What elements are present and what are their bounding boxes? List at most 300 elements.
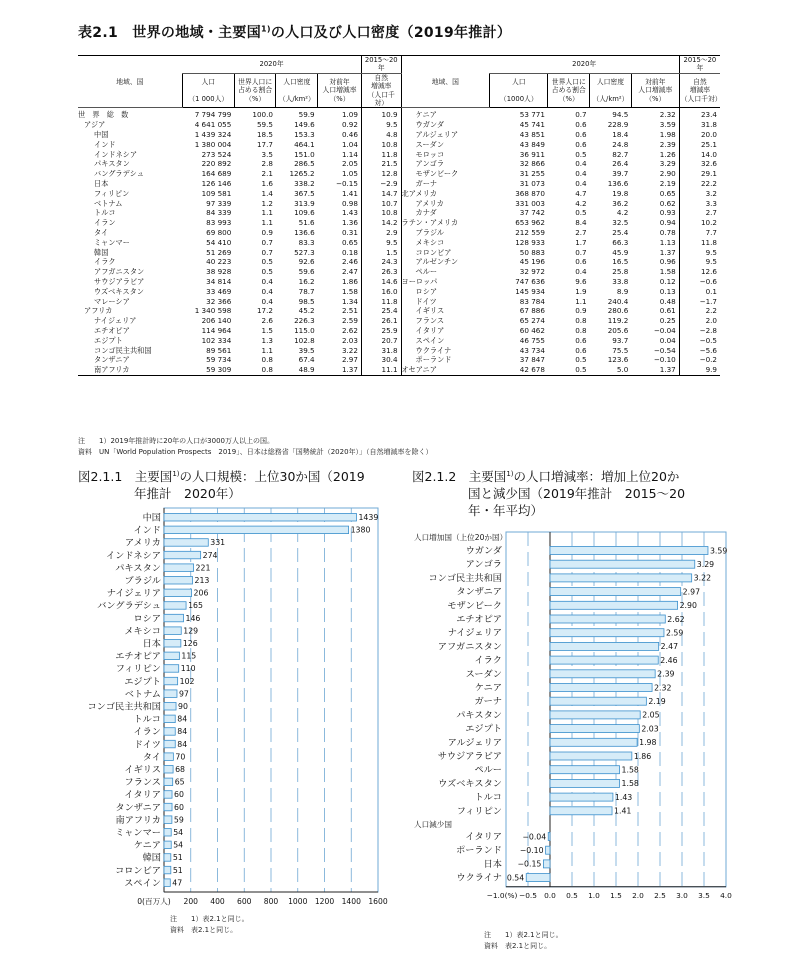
table-cell: 46 755 <box>519 335 545 345</box>
table-cell: 464.1 <box>294 139 315 149</box>
table-cell: 2.7 <box>679 208 720 218</box>
category-label: タイ <box>142 751 161 763</box>
x-tick-label: 0(百万人) <box>137 897 171 906</box>
data-label: 84 <box>177 739 188 749</box>
bar <box>164 879 170 887</box>
table-cell: 2.03 <box>341 335 358 345</box>
x-tick-label: 1400 <box>341 897 361 906</box>
table-cell: 1.36 <box>341 218 358 228</box>
category-label: インド <box>133 525 161 537</box>
table-row <box>78 159 720 169</box>
table-cell-name: エチオピア <box>94 325 130 335</box>
table-row <box>78 208 720 218</box>
category-label: トルコ <box>133 714 161 726</box>
category-label: エチオピア <box>115 651 161 663</box>
category-label: ウズベキスタン <box>438 778 502 790</box>
table-cell: 0.7 <box>575 110 587 120</box>
table-cell: 273 524 <box>201 149 232 159</box>
category-label: イラン <box>133 726 161 738</box>
table-cell: 0.6 <box>575 345 587 355</box>
table-cell: 24.3 <box>361 257 401 267</box>
table-cell: 32.6 <box>679 159 720 169</box>
table-cell: 0.8 <box>261 355 273 365</box>
table-cell: 123.6 <box>607 355 629 365</box>
table-cell: 1.37 <box>631 365 679 375</box>
table-cell: 36.2 <box>612 198 629 208</box>
table-cell: 151.0 <box>294 149 315 159</box>
table-cell: 1.9 <box>575 286 587 296</box>
table-cell-name: アフリカ <box>84 306 113 316</box>
table-cell: 0.9 <box>575 306 587 316</box>
table-cell: 2.90 <box>659 169 676 179</box>
bar <box>164 627 181 635</box>
table-cell: 26.4 <box>612 159 629 169</box>
table-cell: 97 339 <box>206 198 232 208</box>
table-cell-name: エジプト <box>94 335 123 345</box>
table-cell: 9.9 <box>679 365 720 375</box>
bar <box>164 652 179 660</box>
table-source: 資料 UN「World Population Prospects 2019」、日本は総務省「国勢統計（2020年）」（自然増減率を除く） <box>78 448 433 456</box>
data-label: 331 <box>210 538 226 548</box>
table-cell: 653 962 <box>515 218 545 228</box>
bar <box>550 711 640 719</box>
bar <box>164 728 175 736</box>
bar <box>550 793 613 801</box>
table-cell: 1.5 <box>361 248 401 258</box>
table-cell-name: タイ <box>94 228 109 237</box>
category-label: バングラデシュ <box>97 600 161 612</box>
table-cell: 1.43 <box>341 208 358 218</box>
table-cell: 43 734 <box>519 345 545 355</box>
table-cell: 59 734 <box>206 355 232 365</box>
data-label: 2.47 <box>660 642 679 652</box>
data-label: 213 <box>194 576 210 585</box>
table-cell: 2.7 <box>575 228 587 237</box>
population-table-body <box>78 108 720 376</box>
table-cell: −0.54 <box>653 345 676 355</box>
table-cell: 8.9 <box>616 286 629 296</box>
table-cell: 0.6 <box>575 130 587 140</box>
header-year-2020-left: 2020年 <box>182 56 361 74</box>
table-cell: 1.13 <box>659 237 676 247</box>
table-cell: 59.5 <box>256 120 273 130</box>
bar <box>164 778 173 786</box>
data-label: 146 <box>185 613 201 623</box>
table-cell-name: イギリス <box>401 306 490 316</box>
bar <box>164 841 171 849</box>
table-cell: −0.04 <box>653 325 676 335</box>
table-cell: 92.6 <box>298 257 315 267</box>
category-label: ミャンマー <box>115 827 161 839</box>
table-cell: 0.4 <box>575 267 587 277</box>
category-label: サウジアラビア <box>437 751 502 762</box>
table-cell: 0.13 <box>659 286 676 296</box>
x-tick-label: 1600 <box>368 897 388 906</box>
table-cell: 4.2 <box>575 198 587 208</box>
table-cell: 1.6 <box>261 179 273 189</box>
table-cell: 20.7 <box>361 336 401 346</box>
fig212-note: 注 1）表2.1と同じ。 <box>484 931 563 939</box>
table-row <box>78 287 720 297</box>
table-cell: 145 934 <box>515 286 545 296</box>
table-cell: 17.2 <box>256 306 273 316</box>
table-cell: 0.48 <box>659 296 676 306</box>
table-cell-name: ブラジル <box>401 228 490 238</box>
data-label: 51 <box>172 853 183 863</box>
table-cell: 31 073 <box>519 179 545 189</box>
x-tick-label: 1200 <box>314 897 335 906</box>
data-label: 2.19 <box>648 697 666 706</box>
category-label: 日本 <box>483 858 502 870</box>
table-cell-name: アフガニスタン <box>94 267 145 277</box>
category-label: ウガンダ <box>465 545 502 557</box>
bar <box>543 860 550 868</box>
table-cell: 39.7 <box>612 169 629 179</box>
table-cell: 48.9 <box>276 365 318 375</box>
table-cell: 0.98 <box>341 198 358 208</box>
x-tick-label: 800 <box>263 897 279 906</box>
table-cell: 0.5 <box>575 149 587 159</box>
table-cell: 4.2 <box>616 208 629 218</box>
category-label: タンザニア <box>115 802 161 814</box>
table-cell: 2.59 <box>341 316 358 326</box>
table-cell: 4 641 055 <box>194 120 232 130</box>
bar <box>164 539 208 547</box>
table-cell-name: バングラデシュ <box>94 169 144 179</box>
bar <box>550 656 658 664</box>
table-cell: 2.19 <box>659 179 676 189</box>
category-label: アフガニスタン <box>437 641 502 653</box>
table-cell: 3.2 <box>679 189 720 199</box>
table-cell: 89 561 <box>206 345 232 355</box>
table-cell-name: 中国 <box>94 130 109 140</box>
bar <box>164 866 171 874</box>
bar <box>164 614 184 622</box>
table-cell: 2.47 <box>341 267 358 277</box>
data-label: 2.90 <box>679 601 697 611</box>
table-cell: 31 255 <box>519 169 545 179</box>
table-cell: 1 340 598 <box>194 306 232 316</box>
table-cell: 43 849 <box>519 139 545 149</box>
header-growth-left: 対前年 人口増減率 （%） <box>318 73 362 108</box>
data-label: 3.22 <box>693 573 712 583</box>
x-tick-label: 2.0 <box>632 890 644 900</box>
bar <box>526 874 550 882</box>
table-cell: 5.0 <box>590 365 632 375</box>
table-cell: 9.5 <box>679 248 720 258</box>
category-label: パキスタン <box>115 562 161 574</box>
header-natural-left: 自然 増減率 （人口千対） <box>361 73 401 108</box>
category-label: 日本 <box>142 638 161 650</box>
data-label: 1439 <box>358 513 379 522</box>
table-cell: 11.8 <box>679 238 720 248</box>
table-cell: 30.4 <box>361 355 401 365</box>
fig211-title: 図2.1.1 主要国$^{1)}$の人口規模：上位30か国（2019 年推計 2020年） <box>78 469 365 502</box>
table-cell-name: アルゼンチン <box>401 257 490 267</box>
table-cell: 26.3 <box>361 267 401 277</box>
table-row <box>78 130 720 140</box>
fig211-notes <box>170 914 249 936</box>
table-cell: 0.12 <box>659 276 676 286</box>
table-cell: 16.2 <box>298 276 315 286</box>
bar <box>546 846 550 854</box>
table-cell: 1.37 <box>318 365 362 375</box>
table-cell: 45 196 <box>519 257 545 267</box>
data-label: 47 <box>172 878 183 888</box>
growth-chart <box>412 524 742 928</box>
table-cell: 0.4 <box>261 296 273 306</box>
table-cell: 82.7 <box>612 149 629 159</box>
table-cell: 1.1 <box>261 218 273 228</box>
data-label: 3.59 <box>709 546 728 556</box>
table-cell: 67 886 <box>519 306 545 316</box>
table-cell: 119.2 <box>607 316 629 326</box>
table-cell-name: ウズベキスタン <box>94 286 144 296</box>
table-cell: 0.6 <box>575 257 587 267</box>
table-cell: 0.04 <box>659 335 676 345</box>
data-label: 1380 <box>350 525 371 535</box>
table-cell: 228.9 <box>607 120 629 130</box>
table-cell: 0.7 <box>261 247 273 257</box>
table-cell: 0.5 <box>575 208 587 218</box>
table-cell: 14.0 <box>679 150 720 160</box>
data-label: 2.05 <box>642 710 660 720</box>
table-cell: 53 771 <box>519 110 545 120</box>
table-cell: 1.05 <box>341 169 358 179</box>
category-label: スーダン <box>465 668 502 680</box>
data-label: 60 <box>174 802 184 812</box>
table-cell: 149.6 <box>294 120 315 130</box>
table-row <box>78 218 720 228</box>
data-label: 2.97 <box>682 587 701 597</box>
table-cell: 1265.2 <box>289 169 315 179</box>
table-cell: 280.6 <box>607 306 629 316</box>
table-cell: −0.6 <box>679 277 720 287</box>
table-cell: 1.1 <box>261 208 273 218</box>
bar <box>164 690 177 698</box>
table-cell: 31.8 <box>679 120 720 130</box>
table-cell-name: ペルー <box>401 267 490 277</box>
table-cell: 9.5 <box>679 257 720 267</box>
table-cell-name: イタリア <box>401 326 490 336</box>
table-cell: 10.8 <box>361 208 401 218</box>
table-cell: 14.6 <box>361 277 401 287</box>
table-cell: 24.8 <box>612 139 629 149</box>
bar <box>164 602 186 610</box>
table-cell: 0.6 <box>575 139 587 149</box>
table-cell-name: ドイツ <box>401 297 490 307</box>
bar <box>164 577 192 585</box>
data-label: 110 <box>180 664 196 674</box>
category-label: ポーランド <box>456 845 502 857</box>
bar <box>164 665 179 673</box>
table-row <box>78 267 720 277</box>
bar <box>164 514 356 522</box>
table-cell-name: オセアニア <box>401 365 490 375</box>
data-label: 1.41 <box>614 806 632 816</box>
table-cell: 0.92 <box>341 120 358 130</box>
fig212-notes <box>484 930 563 952</box>
population-chart <box>78 506 398 914</box>
table-cell: 114 964 <box>201 325 232 335</box>
table-cell: 0.94 <box>659 218 676 228</box>
bar <box>550 738 637 746</box>
table-cell-name: モロッコ <box>401 150 490 160</box>
category-label: ペルー <box>474 764 502 776</box>
table-cell-name: トルコ <box>94 208 116 218</box>
table-note: 注 1）2019年推計時に20年の人口が3000万人以上の国。 <box>78 437 274 445</box>
category-label: インドネシア <box>105 550 161 562</box>
table-cell: 0.5 <box>548 365 590 375</box>
table-cell: 10.2 <box>679 218 720 228</box>
table-cell: 21.5 <box>361 159 401 169</box>
table-cell-name: メキシコ <box>401 238 490 248</box>
category-label: ウクライナ <box>456 872 502 884</box>
table-cell: 102.8 <box>294 335 315 345</box>
data-label: −0.04 <box>522 832 547 842</box>
header-pop-right: 人口 （1000人） <box>490 73 548 108</box>
bar <box>164 816 172 824</box>
table-cell: 23.4 <box>679 108 720 120</box>
table-cell: 0.4 <box>261 286 273 296</box>
category-label: イギリス <box>124 764 161 776</box>
category-label: イラク <box>474 655 502 667</box>
table-cell: 11.8 <box>361 150 401 160</box>
data-label: 2.03 <box>641 724 659 734</box>
table-row <box>78 169 720 179</box>
table-cell-name: モザンビーク <box>401 169 490 179</box>
table-cell-name: ポーランド <box>401 355 490 365</box>
table-cell-name: スペイン <box>401 336 490 346</box>
table-cell-name: パキスタン <box>94 159 130 169</box>
table-cell: 22.2 <box>679 179 720 189</box>
header-year-1520-left: 2015～20年 <box>361 56 401 74</box>
table-cell: 3.5 <box>261 149 273 159</box>
data-label: 274 <box>202 550 218 560</box>
table-cell: 0.5 <box>261 267 273 277</box>
table-cell-name: ウガンダ <box>401 120 490 130</box>
table-cell: 2.1 <box>261 169 273 179</box>
table-cell: 32 366 <box>206 296 232 306</box>
table-cell: 1.14 <box>341 149 358 159</box>
table-cell: 0.62 <box>659 198 676 208</box>
category-label: ケニア <box>133 840 161 852</box>
table-cell: 59.6 <box>298 267 315 277</box>
table-cell: 0.61 <box>659 306 676 316</box>
table-cell: 1.1 <box>261 345 273 355</box>
table-cell: 109 581 <box>201 188 232 198</box>
category-label: 韓国 <box>142 852 161 864</box>
table-cell: 39.5 <box>298 345 315 355</box>
table-cell-name: ヨーロッパ <box>401 277 490 287</box>
fig211-source: 資料 表2.1と同じ。 <box>170 926 238 934</box>
table-cell: 14.2 <box>361 218 401 228</box>
table-cell: 1.3 <box>261 335 273 345</box>
data-label: 1.98 <box>639 738 657 748</box>
data-label: 60 <box>174 790 184 800</box>
bar <box>550 560 695 568</box>
table-cell: 14.7 <box>361 189 401 199</box>
table-cell: 3.22 <box>341 345 358 355</box>
data-label: 1.86 <box>633 751 652 761</box>
table-cell: 59 309 <box>182 365 234 375</box>
table-cell: 1.98 <box>659 130 676 140</box>
table-cell: −2.9 <box>361 179 401 189</box>
table-cell: 83.3 <box>298 237 315 247</box>
table-cell: 93.7 <box>612 335 629 345</box>
table-cell: 220 892 <box>201 159 232 169</box>
table-cell: 0.4 <box>575 169 587 179</box>
table-cell: 1.1 <box>575 296 587 306</box>
table-cell: 12.6 <box>679 267 720 277</box>
table-cell: −5.6 <box>679 346 720 356</box>
category-label: ドイツ <box>133 739 161 751</box>
table-cell-name: ロシア <box>401 287 490 297</box>
table-cell: 84 339 <box>206 208 232 218</box>
bar <box>164 803 172 811</box>
header-density-right: 人口密度 （人/km²） <box>590 73 632 108</box>
category-label: モザンビーク <box>447 600 502 612</box>
data-label: 206 <box>193 588 209 598</box>
data-label: 84 <box>177 714 188 724</box>
table-cell-name: ミャンマー <box>94 237 130 247</box>
data-label: 90 <box>178 702 188 711</box>
table-cell: 205.6 <box>607 325 629 335</box>
table-cell: 69 800 <box>206 228 232 237</box>
table-cell: 2.62 <box>341 325 358 335</box>
table-cell: 2.46 <box>341 257 358 267</box>
table-row <box>78 355 720 365</box>
category-label: コロンビア <box>115 865 161 877</box>
table-cell: 32 972 <box>519 267 545 277</box>
table-cell: 10.8 <box>361 140 401 150</box>
table-cell: 10.9 <box>361 108 401 120</box>
data-label: 68 <box>175 765 186 774</box>
table-cell: 25.1 <box>679 140 720 150</box>
header-density-left: 人口密度 （人/km²） <box>276 73 318 108</box>
bar <box>550 547 708 555</box>
table-row <box>78 238 720 248</box>
table-row <box>78 228 720 238</box>
x-tick-label: 200 <box>183 897 198 906</box>
table-cell-name: コロンビア <box>401 248 490 258</box>
x-tick-label: 1.0 <box>588 890 600 900</box>
table-cell: 51 269 <box>206 247 232 257</box>
table-notes <box>78 436 433 458</box>
x-tick-label: 2.5 <box>654 890 666 900</box>
table-cell: 25.9 <box>361 326 401 336</box>
table-cell: 367.5 <box>294 188 315 198</box>
table-cell-name: 韓国 <box>94 247 109 257</box>
table-cell: 32 866 <box>519 159 545 169</box>
table-cell: 18.5 <box>256 130 273 140</box>
table-cell-name: アルジェリア <box>401 130 490 140</box>
table-cell: 206 140 <box>201 316 232 326</box>
table-cell-name: サウジアラビア <box>94 276 145 286</box>
table-cell: 1.2 <box>261 198 273 208</box>
x-tick-label: 0.5 <box>566 890 578 900</box>
table-cell: 3.59 <box>659 120 676 130</box>
table-cell: 1.58 <box>341 286 358 296</box>
table-cell-name: コンゴ民主共和国 <box>94 345 152 355</box>
header-region-left: 地域、国 <box>78 56 182 108</box>
table-cell: 0.4 <box>575 159 587 169</box>
category-label: ベトナム <box>124 688 161 700</box>
population-table <box>78 55 720 376</box>
table-cell: 338.2 <box>294 179 315 189</box>
table-cell: 51.6 <box>298 218 315 228</box>
table-cell: 0.8 <box>234 365 276 375</box>
